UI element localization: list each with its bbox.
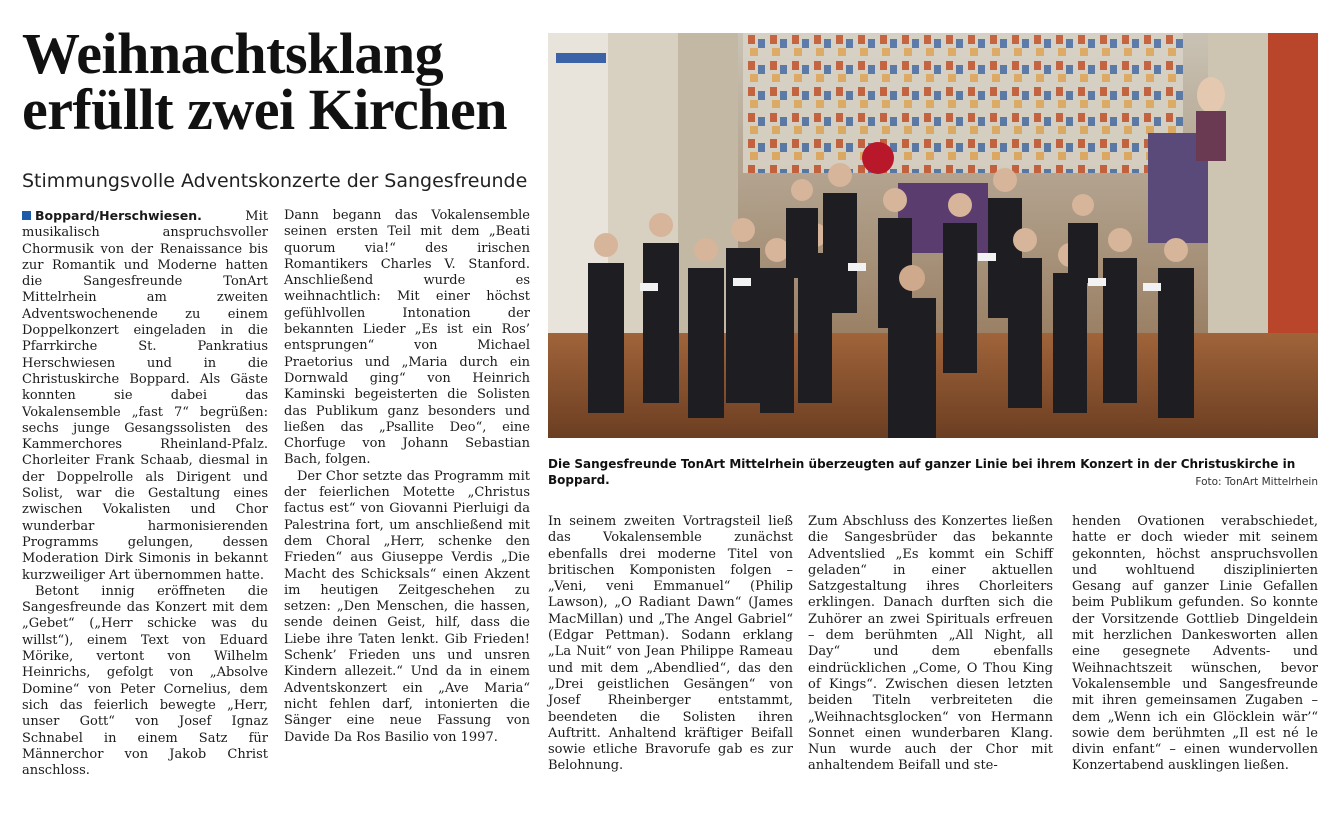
paragraph: Der Chor setzte das Programm mit der feierlichen Motette „Christus factus est“ von Giovanni Pierluigi da Palestrina fort, um anschließend mit dem Choral „Herr, schenke den Frieden“ aus Giuseppe Verdis „Die Macht des Schicksals“ einen Akzent im heutigen Zeitgeschehen zu setzen: „Den Menschen, die hassen, sende deinen Geist, hilf, dass die Liebe ihre Taten lenkt. Gib Frieden! Schenk’ Frieden uns und unsren Kindern allezeit.“ Und da in einem Adventskonzert ein „Ave Maria“ nicht fehlen darf, intonierten die Sänger eine neue Fassung von Davide Da Ros Basilio von 1997. (284, 468, 530, 745)
paragraph: Betont innig eröffneten die Sangesfreunde das Konzert mit dem „Gebet“ („Herr schicke was du willst“), einem Text von Eduard Mörike, vertont von Wilhelm Heinrichs, gefolgt von „Absolve Domine“ von Peter Cornelius, dem sich das feierlich bewegte „Herr, unser Gott“ von Josef Ignaz Schnabel in einem Satz für Männerchor von Jakob Christ anschloss. (22, 583, 268, 779)
paragraph-text: Mit musikalisch anspruchsvoller Chormusik von der Renaissance bis zur Romantik und Moderne hatten die Sangesfreunde TonArt Mittelrhein am zweiten Adventswochenende zu einem Doppelkonzert eingeladen in die Pfarrkirche St. Pankratius Herschwiesen und in die Christuskirche Boppard. Als Gäste konnten sie dabei das Vokalensemble „fast 7“ begrüßen: sechs junge Gesangssolisten des Kammerchores Rheinland-Pfalz. Chorleiter Frank Schaab, diesmal in der Doppelrolle als Dirigent und Solist, war die Gestaltung eines zwischen Vokalisten und Chor wunderbar harmonisierenden Programms gelungen, dessen Moderation Dirk Simonis in bekannt kurzweiliger Art übernommen hatte. (22, 209, 268, 583)
headline (22, 21, 508, 142)
dateline: Boppard/Herschwiesen. (35, 208, 202, 223)
paragraph: henden Ovationen verabschiedet, hatte er doch wieder mit seinem gekonnten, höchst anspruchsvollen und wohltuend disziplinierten Gesang auf ganzer Linie Gefallen beim Publikum gefunden. So konnte der Vorsitzende Gottlieb Dingeldein mit herzlichen Dankesworten allen eine gesegnete Advents- und Weihnachtszeit wünschen, bevor Vokalensemble und Sangesfreunde mit ihren gemeinsamen Zugaben – dem „Wenn ich ein Glöcklein wär’“ sowie dem berühmten „Il est né le divin enfant“ – einen wundervollen Konzertabend ausklingen ließen. (1072, 514, 1318, 774)
column-1 (22, 208, 268, 779)
paragraph: Zum Abschluss des Konzertes ließen die Sangesbrüder das bekannte Adventslied „Es kommt ein Schiff geladen“ in einer aktuellen Satzgestaltung ihres Chorleiters erklingen. Danach durften sich die Zuhörer an zwei Spirituals erfreuen – dem berühmten „All Night, all Day“ und dem ebenfalls eindrücklichen „Come, O Thou King of Kings“. Zwischen diesen letzten beiden Titeln verbreiteten die „Weihnachtsglocken“ von Hermann Sonnet einen wunderbaren Klang. Nun wurde auch der Chor mit anhaltendem Beifall und ste- (808, 514, 1053, 774)
column-4 (808, 514, 1053, 775)
column-5 (1072, 514, 1318, 775)
paragraph: In seinem zweiten Vortragsteil ließ das Vokalensemble zunächst ebenfalls drei moderne Titel von britischen Komponisten folgen – „Veni, veni Emmanuel“ (Philip Lawson), „O Radiant Dawn“ (James MacMillan) und „The Angel Gabriel“ (Edgar Pettman). Sodann erklang „La Nuit“ von Jean Philippe Rameau und mit dem „Abendlied“, das den „Drei geistlichen Gesängen“ von Josef Rheinberger entstammt, beendeten die Solisten ihren Auftritt. Anhaltend kräftiger Beifall sowie etliche Bravorufe gab es zur Belohnung. (548, 514, 793, 774)
column-2 (284, 208, 530, 746)
headline-line-2: erfüllt zwei Kirchen (22, 77, 508, 142)
column-3 (548, 514, 793, 775)
paragraph (22, 208, 268, 584)
choir-photo-image (548, 33, 1318, 438)
photo-credit: Foto: TonArt Mittelrhein (1195, 476, 1318, 488)
dateline-square-icon (22, 211, 31, 220)
choir-photo (548, 33, 1318, 438)
headline-line-1: Weihnachtsklang (22, 21, 444, 86)
photo-caption: Die Sangesfreunde TonArt Mittelrhein überzeugten auf ganzer Linie bei ihrem Konzert in der Christuskirche in Boppard. (548, 457, 1296, 487)
paragraph: Dann begann das Vokalensemble seinen ersten Teil mit dem „Beati quorum via!“ des irischen Romantikers Charles V. Stanford. Anschließend wurde es weihnachtlich: Mit einer höchst gefühlvollen Intonation der bekannten Lieder „Es ist ein Ros’ entsprungen“ von Michael Praetorius und „Maria durch ein Dornwald ging“ von Heinrich Kaminski begeisterten die Solisten das Publikum ganz besonders und ließen das „Psallite Deo“, eine Chorfuge von Johann Sebastian Bach, folgen. (284, 208, 530, 468)
subtitle: Stimmungsvolle Adventskonzerte der Sangesfreunde (22, 170, 528, 192)
